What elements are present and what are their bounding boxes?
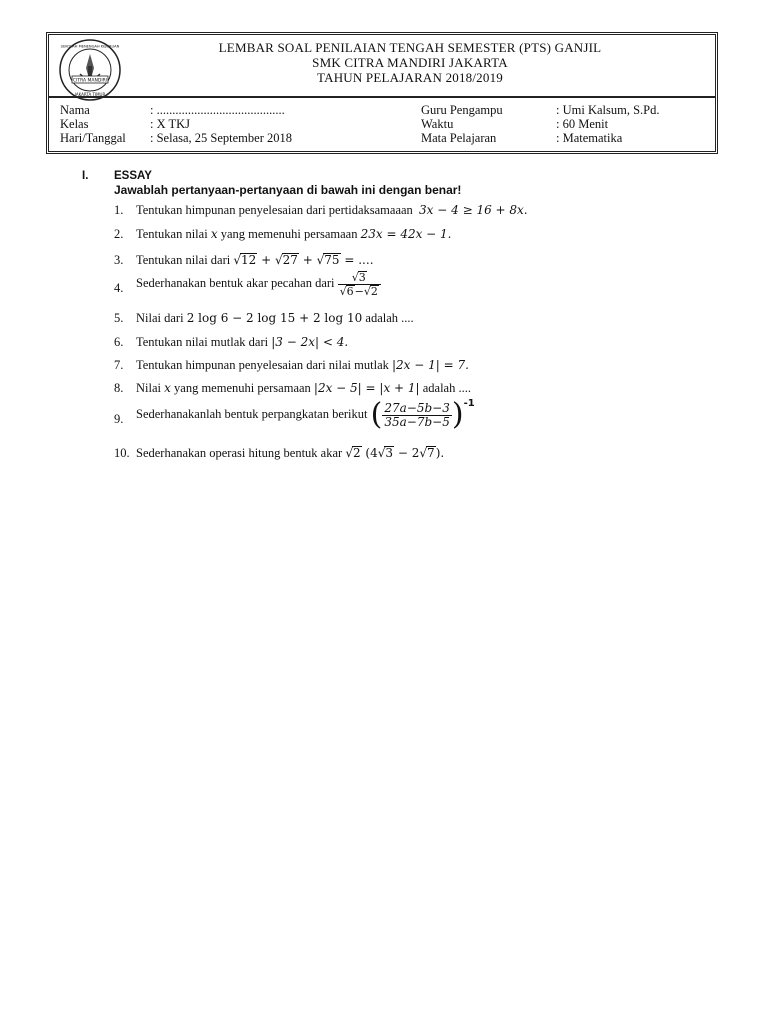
student-info: [60, 103, 126, 145]
question-prompt: Sederhanakanlah bentuk perpangkatan berikut: [136, 406, 368, 421]
waktu-value: : 60 Menit: [556, 117, 609, 131]
question-number: 8.: [114, 381, 124, 395]
kelas-value: : X TKJ: [150, 117, 191, 131]
question-prompt: Sederhanakan operasi hitung bentuk akar: [136, 446, 343, 460]
fraction-denominator: √6−√2: [339, 285, 378, 298]
kelas-label: Kelas: [60, 117, 89, 131]
logo-band-text: CITRA MANDIRI: [72, 78, 108, 84]
question-math: 3x − 4 ≥ 16 + 8x.: [419, 203, 528, 217]
question-text: [136, 203, 528, 218]
instruction-text: Jawablah pertanyaan-pertanyaan di bawah ini dengan benar!: [114, 183, 462, 197]
mapel-value: : Matematika: [556, 131, 623, 145]
question-variable: x: [210, 227, 218, 241]
question-math: √12 + √27 + √75 = ....: [233, 253, 374, 267]
question-prompt-cont: yang memenuhi persamaan: [174, 381, 311, 395]
question-number: 3.: [114, 253, 124, 267]
question-text: [136, 358, 469, 373]
coefficient-a: 4: [370, 446, 378, 460]
radicand-1: 12: [241, 253, 257, 267]
question-number: 10.: [114, 446, 130, 460]
question-math: |3 − 2x| < 4.: [271, 335, 349, 349]
question-number: 9.: [114, 412, 124, 426]
radicand-3: 7: [427, 446, 435, 460]
question-text: [136, 446, 444, 461]
numerator-radicand: 3: [358, 271, 366, 284]
question-fraction: [338, 271, 381, 298]
question-math: |2x − 1| = 7.: [392, 358, 469, 372]
radicand-2: 3: [385, 446, 394, 460]
section-number: I.: [82, 170, 89, 182]
denominator-radicand-1: 6: [346, 285, 354, 298]
question-text: [136, 227, 452, 242]
question-number: 5.: [114, 311, 124, 325]
hari-value: : Selasa, 25 September 2018: [150, 131, 292, 145]
radicand-1: 2: [352, 446, 361, 460]
question-variable: x: [164, 381, 171, 395]
exponent: -1: [463, 397, 475, 409]
question-fraction: [382, 402, 451, 429]
question-math: 23x = 42x − 1.: [360, 227, 452, 241]
coefficient-b: − 2: [397, 446, 420, 460]
nama-value: : .........................................: [150, 103, 285, 117]
header-line-1: LEMBAR SOAL PENILAIAN TENGAH SEMESTER (PTS) GANJIL: [218, 40, 602, 55]
question-text: [136, 381, 471, 396]
question-number: 4.: [114, 281, 124, 295]
school-logo: [58, 38, 122, 102]
question-prompt: Tentukan himpunan penyelesaian dari nilai mutlak: [136, 358, 389, 372]
question-math: |2x − 5| = |x + 1|: [313, 381, 420, 395]
exam-info-values: [556, 103, 660, 145]
fraction-numerator: 27a−5b−3: [384, 400, 450, 415]
radicand-3: 75: [324, 253, 340, 267]
header-separator: [49, 96, 715, 98]
question-tail: = ....: [344, 253, 374, 267]
hari-label: Hari/Tanggal: [60, 131, 126, 145]
question-prompt: Sederhanakan bentuk akar pecahan dari: [136, 276, 335, 291]
question-prompt: Nilai: [136, 381, 161, 395]
nama-label: Nama: [60, 103, 90, 117]
student-info-values: [150, 103, 292, 145]
fraction-denominator: 35a−7b−5: [384, 414, 450, 429]
logo-bottom-text: JAKARTA TIMUR: [74, 92, 106, 97]
question-text: [136, 271, 381, 298]
question-tail: adalah ....: [365, 311, 414, 325]
question-number: 2.: [114, 227, 124, 241]
question-prompt: Nilai dari: [136, 311, 184, 325]
question-text: [136, 311, 414, 326]
question-number: 7.: [114, 358, 124, 372]
section-title: ESSAY: [114, 170, 152, 182]
exam-info: [421, 103, 503, 145]
left-paren: (: [370, 397, 383, 432]
question-math: √2 (4√3 − 2√7).: [345, 446, 445, 460]
question-number: 6.: [114, 335, 124, 349]
question-number: 1.: [114, 203, 124, 217]
guru-label: Guru Pengampu: [421, 103, 503, 117]
question-prompt-cont: yang memenuhi persamaan: [220, 227, 358, 241]
right-paren: ): [451, 397, 464, 432]
header-title: [130, 40, 690, 85]
question-math: 2 log 6 − 2 log 15 + 2 log 10: [186, 311, 363, 325]
mapel-label: Mata Pelajaran: [421, 131, 497, 145]
logo-top-text: SEKOLAH MENENGAH KEJURUAN: [60, 44, 120, 49]
guru-value: : Umi Kalsum, S.Pd.: [556, 103, 660, 117]
header-line-2: SMK CITRA MANDIRI JAKARTA: [312, 55, 508, 70]
question-prompt: Tentukan nilai: [136, 227, 208, 241]
question-prompt: Tentukan nilai mutlak dari: [136, 335, 269, 349]
denominator-radicand-2: 2: [370, 285, 378, 298]
question-text: [136, 397, 475, 432]
question-tail: adalah ....: [422, 381, 471, 395]
fraction-numerator: √3: [338, 271, 381, 285]
question-text: [136, 335, 348, 350]
waktu-label: Waktu: [421, 117, 454, 131]
radicand-2: 27: [282, 253, 298, 267]
question-text: [136, 253, 374, 268]
question-prompt: Tentukan nilai dari: [136, 253, 231, 267]
question-prompt: Tentukan himpunan penyelesaian dari pertidaksamaaan: [136, 203, 413, 217]
header-line-3: TAHUN PELAJARAN 2018/2019: [317, 70, 503, 85]
